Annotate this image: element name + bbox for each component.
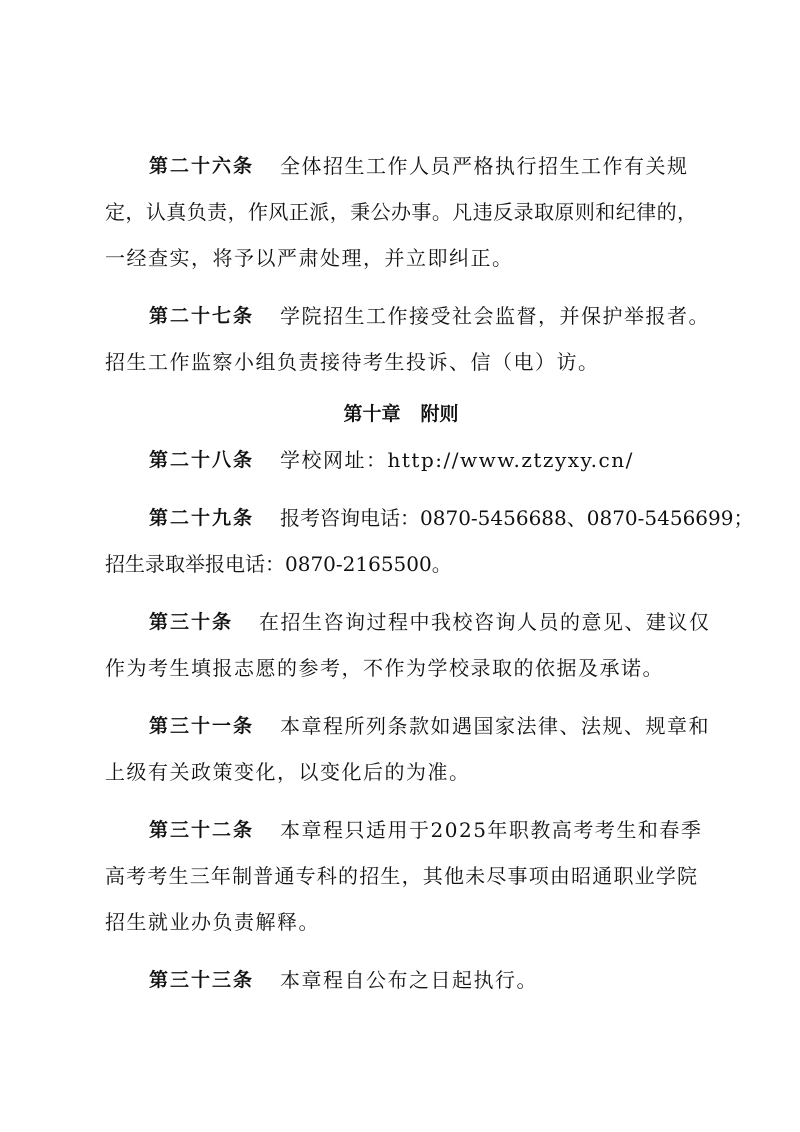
article-text: 全体招生工作人员严格执行招生工作有关规 [280, 154, 689, 178]
article-text: 学院招生工作接受社会监督，并保护举报者。 [280, 304, 711, 328]
article-28 [105, 437, 697, 483]
article-number: 第三十二条 [149, 819, 255, 841]
article-26-line-3: 一经查实，将予以严肃处理，并立即纠正。 [105, 246, 514, 270]
article-text: 本章程所列条款如遇国家法律、法规、规章和 [280, 714, 711, 738]
article-number: 第三十条 [149, 611, 234, 633]
article-26-line-1 [105, 143, 697, 189]
article-30-line-1 [105, 599, 711, 645]
article-33 [105, 957, 697, 1003]
article-27-line-2: 招生工作监察小组负责接待考生投诉、信（电）访。 [105, 350, 600, 374]
article-31-line-1 [105, 703, 711, 749]
article-28-line-1 [105, 437, 697, 483]
chapter-title: 附则 [420, 403, 459, 425]
article-30 [105, 599, 711, 691]
article-number: 第二十六条 [149, 155, 255, 177]
article-27 [105, 293, 711, 385]
article-text: 本章程自公布之日起执行。 [280, 968, 539, 992]
consult-phone: 报考咨询电话：0870-5456688、0870-5456699； [280, 506, 754, 530]
article-26-line-2: 定，认真负责，作风正派，秉公办事。凡违反录取原则和纪律的， [105, 200, 697, 224]
article-number: 第三十三条 [149, 969, 255, 991]
article-29-line-1 [105, 495, 754, 541]
chapter-heading [105, 391, 697, 437]
article-32-line-3: 招生就业办负责解释。 [105, 910, 320, 934]
article-32-line-2: 高考考生三年制普通专科的招生，其他未尽事项由昭通职业学院 [105, 864, 697, 888]
article-26 [105, 143, 697, 281]
article-31-line-2: 上级有关政策变化，以变化后的为准。 [105, 760, 471, 784]
article-number: 第二十七条 [149, 305, 255, 327]
article-30-line-2: 作为考生填报志愿的参考，不作为学校录取的依据及承诺。 [105, 656, 664, 680]
article-text: 本章程只适用于2025年职教高考考生和春季 [280, 818, 703, 842]
document-page [105, 143, 754, 1003]
article-number: 第二十九条 [149, 507, 255, 529]
report-phone: 招生录取举报电话：0870-2165500。 [105, 552, 452, 576]
article-32-line-1 [105, 807, 703, 853]
article-29 [105, 495, 754, 587]
school-website: 学校网址：http://www.ztzyxy.cn/ [280, 448, 634, 472]
article-32 [105, 807, 703, 945]
article-number: 第三十一条 [149, 715, 255, 737]
article-33-line-1 [105, 957, 697, 1003]
article-31 [105, 703, 711, 795]
article-27-line-1 [105, 293, 711, 339]
chapter-number: 第十章 [343, 403, 401, 425]
article-text: 在招生咨询过程中我校咨询人员的意见、建议仅 [259, 610, 711, 634]
article-number: 第二十八条 [149, 449, 255, 471]
